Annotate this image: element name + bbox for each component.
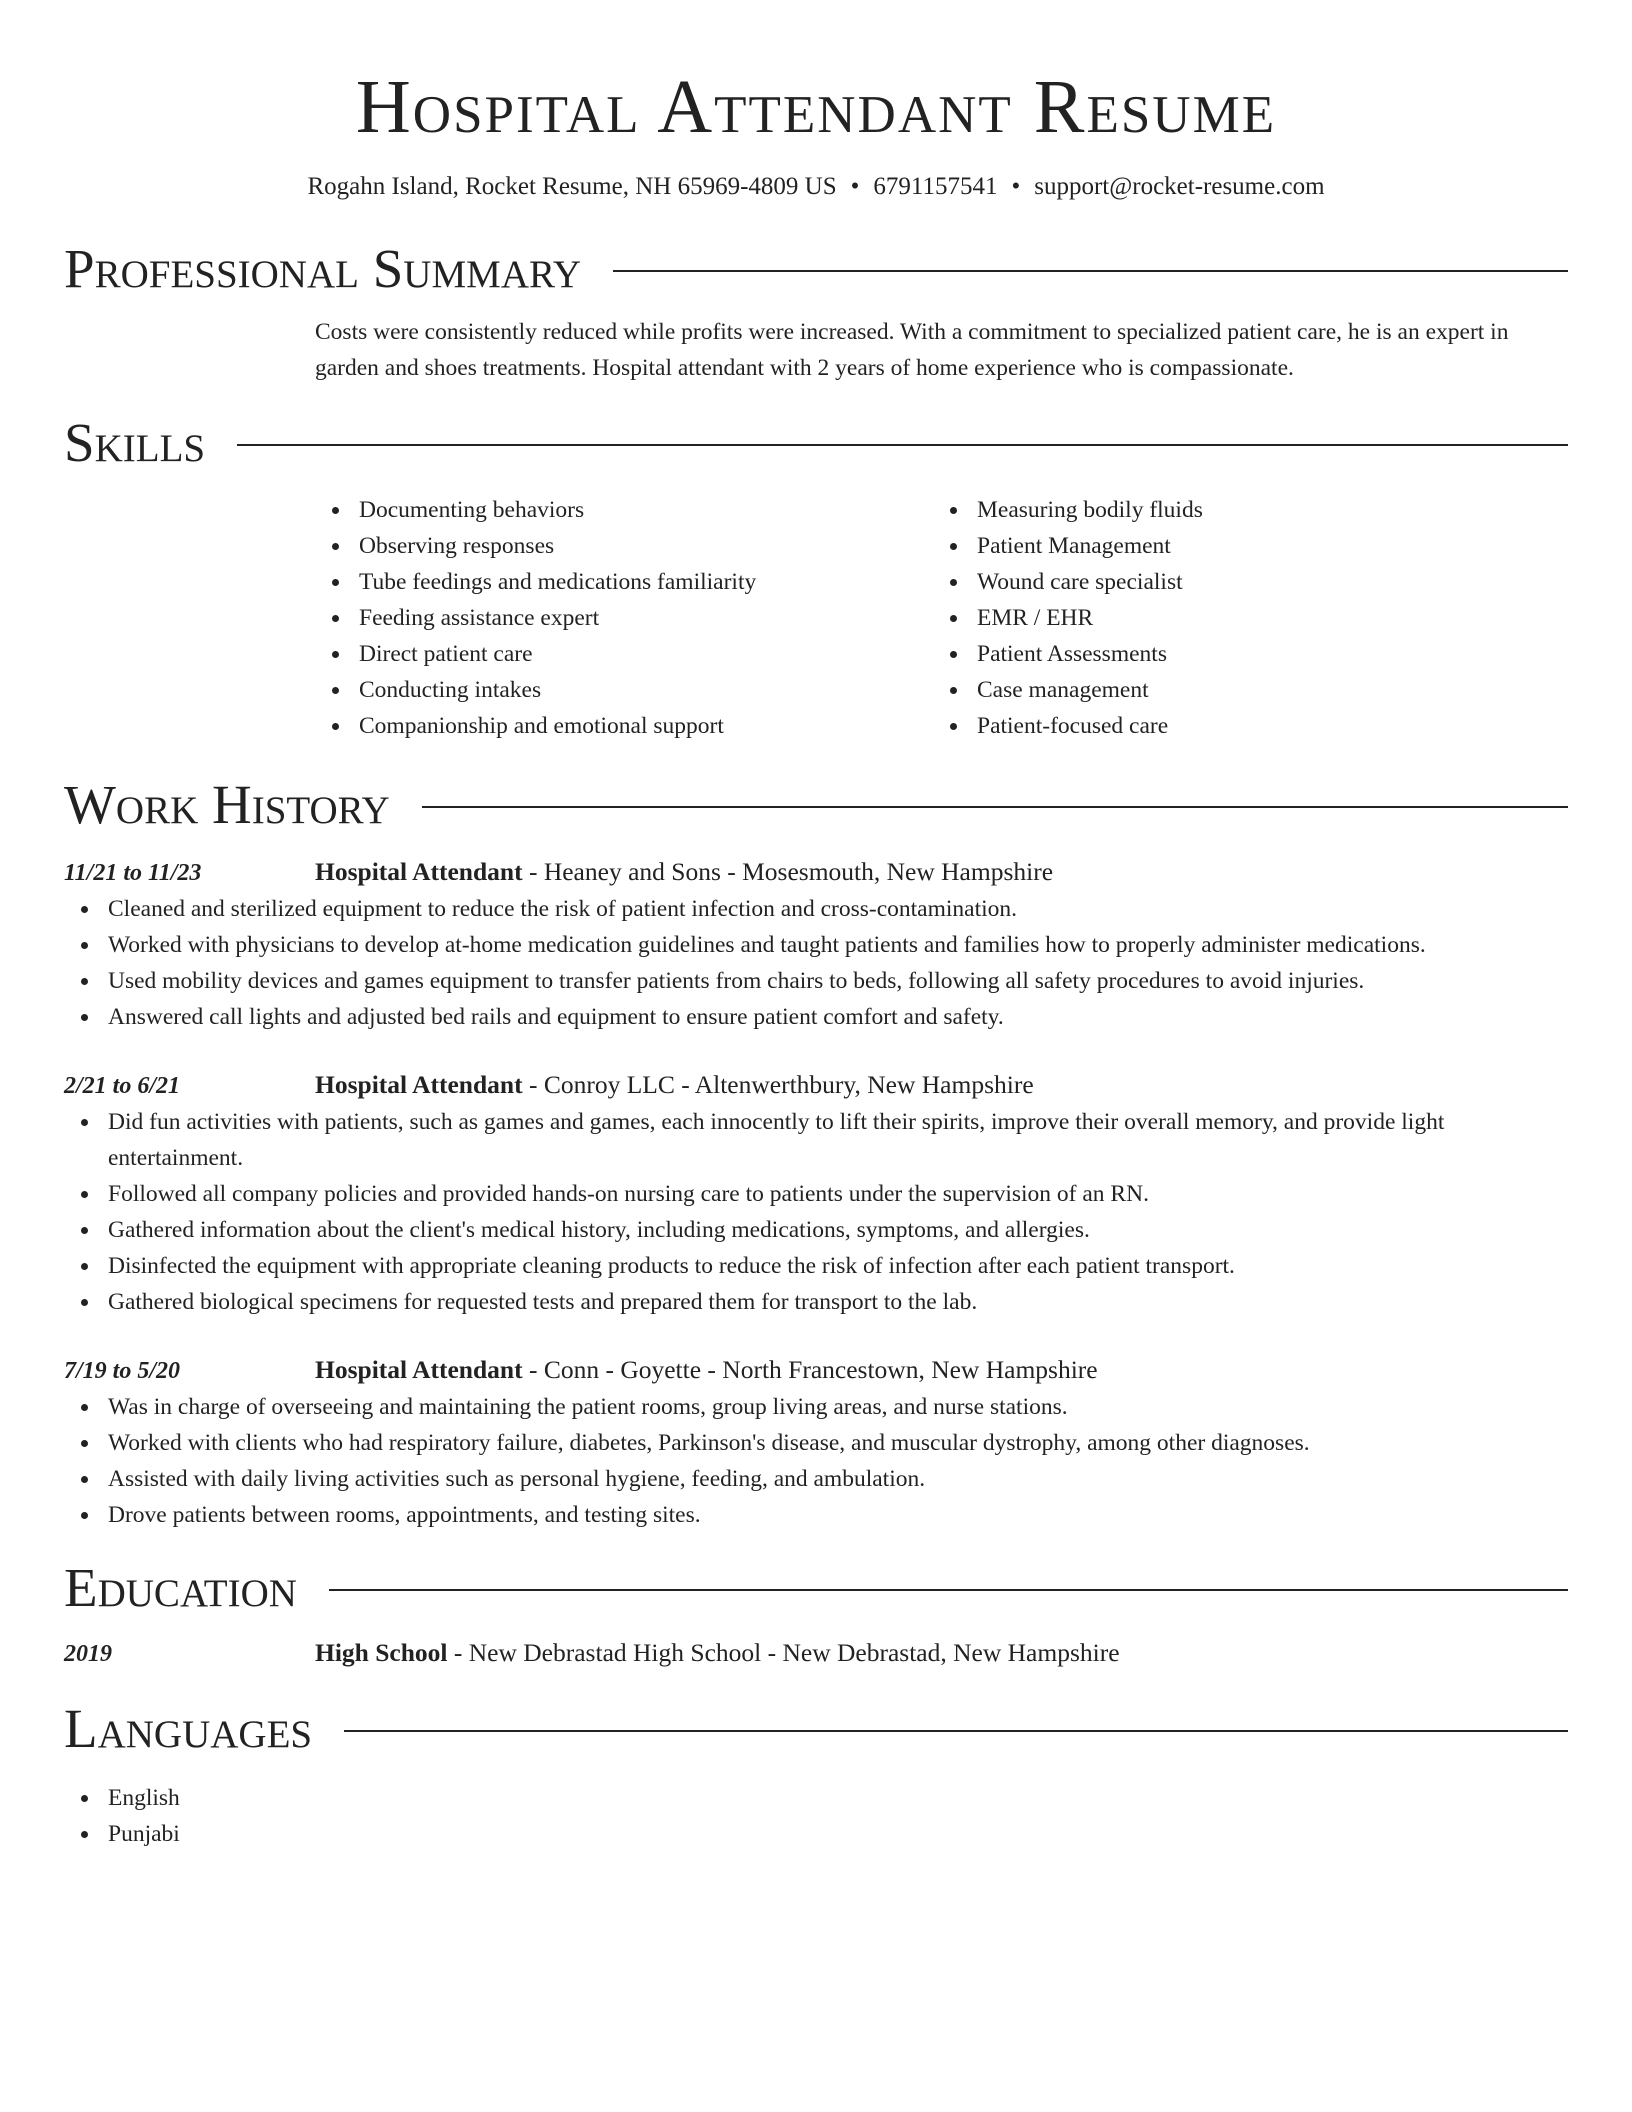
job-duty: Used mobility devices and games equipment to transfer patients from chairs to beds, following all safety procedures to avoid injuries. xyxy=(64,963,1568,999)
job-duties xyxy=(64,1389,1568,1533)
work-section-header xyxy=(64,770,1568,840)
skill-item: EMR / EHR xyxy=(933,600,1551,636)
contact-address: Rogahn Island, Rocket Resume, NH 65969-4809 US xyxy=(307,173,837,200)
job-details: - Conroy LLC - Altenwerthbury, New Hampshire xyxy=(522,1070,1034,1099)
skill-item: Patient Management xyxy=(933,528,1551,564)
contact-phone: 6791157541 xyxy=(873,173,998,200)
language-item: English xyxy=(64,1780,1568,1816)
skills-list xyxy=(315,492,1568,744)
job-duty: Answered call lights and adjusted bed rails and equipment to ensure patient comfort and safety. xyxy=(64,999,1568,1035)
job-duty: Assisted with daily living activities such as personal hygiene, feeding, and ambulation. xyxy=(64,1461,1568,1497)
skill-item: Patient Assessments xyxy=(933,636,1551,672)
skills-section-header xyxy=(64,408,1568,478)
contact-separator: • xyxy=(850,173,860,200)
job-duty: Followed all company policies and provided hands-on nursing care to patients under the supervision of an RN. xyxy=(64,1176,1568,1212)
job-details: - Heaney and Sons - Mosesmouth, New Hampshire xyxy=(522,857,1054,886)
job-header xyxy=(64,1067,1568,1104)
section-divider xyxy=(422,806,1568,808)
job-duty: Gathered information about the client's medical history, including medications, symptoms, and allergies. xyxy=(64,1212,1568,1248)
education-entry xyxy=(64,1635,1568,1672)
skill-item: Direct patient care xyxy=(315,636,933,672)
skill-item: Feeding assistance expert xyxy=(315,600,933,636)
education-degree: High School xyxy=(315,1638,448,1667)
education-details: - New Debrastad High School - New Debrastad, New Hampshire xyxy=(447,1638,1120,1667)
job-duty: Drove patients between rooms, appointments, and testing sites. xyxy=(64,1497,1568,1533)
job-header xyxy=(64,854,1568,891)
job-dates: 2/21 to 6/21 xyxy=(64,1073,181,1099)
summary-section-header xyxy=(64,234,1568,304)
job-duty: Worked with clients who had respiratory failure, diabetes, Parkinson's disease, and muscular dystrophy, among other diagnoses. xyxy=(64,1425,1568,1461)
job-dates: 7/19 to 5/20 xyxy=(64,1358,181,1384)
skill-item: Case management xyxy=(933,672,1551,708)
section-divider xyxy=(329,1589,1568,1591)
section-divider xyxy=(344,1730,1568,1732)
language-item: Punjabi xyxy=(64,1816,1568,1852)
job-duties xyxy=(64,1104,1568,1320)
job-duty: Disinfected the equipment with appropriate cleaning products to reduce the risk of infection after each patient transport. xyxy=(64,1248,1568,1284)
section-divider xyxy=(237,444,1568,446)
job-duty: Cleaned and sterilized equipment to reduce the risk of patient infection and cross-contamination. xyxy=(64,891,1568,927)
skills-heading: Skills xyxy=(64,412,206,473)
languages-heading: Languages xyxy=(64,1698,313,1759)
job-details: - Conn - Goyette - North Francestown, New Hampshire xyxy=(522,1355,1098,1384)
education-section-header xyxy=(64,1553,1568,1623)
job-title: Hospital Attendant xyxy=(315,1355,523,1384)
skill-item: Documenting behaviors xyxy=(315,492,933,528)
skill-item: Patient-focused care xyxy=(933,708,1551,744)
summary-heading: Professional Summary xyxy=(64,238,582,299)
work-heading: Work History xyxy=(64,774,390,835)
skills-column-right xyxy=(933,492,1551,744)
resume-title: Hospital Attendant Resume xyxy=(355,65,1277,149)
job-dates: 11/21 to 11/23 xyxy=(64,860,202,886)
job-duty: Gathered biological specimens for requested tests and prepared them for transport to the lab. xyxy=(64,1284,1568,1320)
skills-column-left xyxy=(315,492,933,744)
skill-item: Tube feedings and medications familiarity xyxy=(315,564,933,600)
job-duties xyxy=(64,891,1568,1035)
contact-line xyxy=(64,170,1568,204)
job-duty: Did fun activities with patients, such as games and games, each innocently to lift their spirits, improve their overall memory, and provide light entertainment. xyxy=(64,1104,1568,1176)
contact-separator: • xyxy=(1011,173,1021,200)
job-title: Hospital Attendant xyxy=(315,857,523,886)
languages-section-header xyxy=(64,1694,1568,1764)
job-duty: Was in charge of overseeing and maintaining the patient rooms, group living areas, and nurse stations. xyxy=(64,1389,1568,1425)
skill-item: Companionship and emotional support xyxy=(315,708,933,744)
job-entry xyxy=(64,1067,1568,1320)
languages-list xyxy=(64,1780,1568,1852)
skill-item: Measuring bodily fluids xyxy=(933,492,1551,528)
job-header xyxy=(64,1352,1568,1389)
education-heading: Education xyxy=(64,1557,297,1618)
skill-item: Wound care specialist xyxy=(933,564,1551,600)
contact-email: support@rocket-resume.com xyxy=(1034,173,1325,200)
job-duty: Worked with physicians to develop at-home medication guidelines and taught patients and families how to properly administer medications. xyxy=(64,927,1568,963)
job-title: Hospital Attendant xyxy=(315,1070,523,1099)
job-entry xyxy=(64,1352,1568,1533)
job-entry xyxy=(64,854,1568,1035)
skill-item: Observing responses xyxy=(315,528,933,564)
section-divider xyxy=(613,270,1568,272)
summary-text: Costs were consistently reduced while profits were increased. With a commitment to specialized patient care, he is an expert in garden and shoes treatments. Hospital attendant with 2 years of home experience who is compassionate. xyxy=(315,319,1509,381)
education-year: 2019 xyxy=(64,1641,112,1667)
skill-item: Conducting intakes xyxy=(315,672,933,708)
